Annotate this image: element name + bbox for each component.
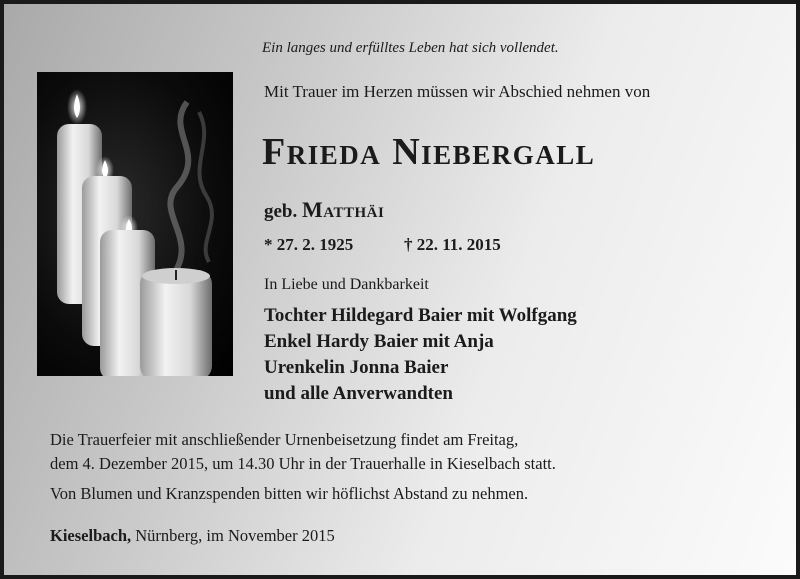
mourner-line: Tochter Hildegard Baier mit Wolfgang bbox=[264, 305, 577, 326]
motto: Ein langes und erfülltes Leben hat sich vollendet. bbox=[262, 40, 559, 56]
funeral-line: Die Trauerfeier mit anschließender Urnenbeisetzung findet am Freitag, bbox=[50, 430, 519, 449]
funeral-line: dem 4. Dezember 2015, um 14.30 Uhr in der Trauerhalle in Kieselbach statt. bbox=[50, 454, 556, 473]
intro-line: Mit Trauer im Herzen müssen wir Abschied nehmen von bbox=[264, 82, 651, 101]
life-dates bbox=[264, 235, 501, 255]
place-town: Kieselbach, bbox=[50, 526, 132, 545]
place-date-line bbox=[50, 526, 335, 546]
death-date: † 22. 11. 2015 bbox=[404, 235, 501, 254]
place-rest: Nürnberg, im November 2015 bbox=[131, 526, 335, 545]
funeral-info bbox=[50, 428, 556, 476]
candle bbox=[140, 270, 212, 376]
birth-name bbox=[264, 197, 384, 223]
candles-illustration bbox=[37, 72, 233, 376]
mourner-line: Urenkelin Jonna Baier bbox=[264, 357, 449, 378]
birth-name-prefix: geb. bbox=[264, 201, 298, 222]
smoke-trail bbox=[199, 112, 212, 262]
mourner-line: und alle Anverwandten bbox=[264, 383, 453, 404]
deceased-name: Frieda Niebergall bbox=[262, 131, 596, 173]
mourner-line: Enkel Hardy Baier mit Anja bbox=[264, 331, 494, 352]
love-gratitude-line: In Liebe und Dankbarkeit bbox=[264, 276, 429, 293]
birth-surname: Matthäi bbox=[302, 197, 385, 222]
mourners-list bbox=[264, 303, 577, 407]
candles-photo bbox=[37, 72, 233, 376]
flower-request: Von Blumen und Kranzspenden bitten wir höflichst Abstand zu nehmen. bbox=[50, 484, 529, 503]
smoke-trail bbox=[170, 102, 188, 272]
birth-date: * 27. 2. 1925 bbox=[264, 235, 354, 254]
